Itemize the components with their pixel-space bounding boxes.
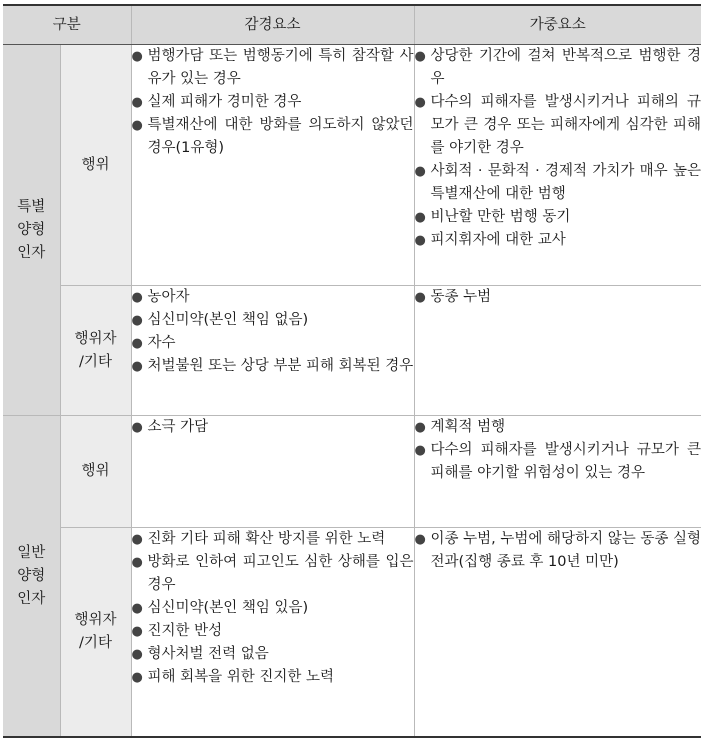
list-item-text: 계획적 범행 [430, 419, 506, 436]
bullet-icon: ● [414, 49, 426, 64]
list-item [415, 286, 702, 309]
list-item [415, 439, 702, 485]
factor-list [132, 286, 414, 378]
list-item [132, 286, 414, 309]
bullet-icon: ● [131, 95, 143, 110]
special-act-label [60, 45, 131, 286]
list-item [132, 332, 414, 355]
list-item [415, 416, 702, 439]
special-factors-label [3, 45, 60, 416]
list-item [132, 643, 414, 666]
list-item-text: 형사처벌 전력 없음 [147, 646, 269, 663]
bullet-icon: ● [414, 443, 426, 459]
label-line: 인자 [17, 590, 46, 607]
factor-list [415, 416, 702, 485]
bullet-icon: ● [131, 49, 143, 64]
list-item [415, 160, 702, 206]
general-factors-label [3, 416, 60, 737]
list-item [415, 45, 702, 91]
special-act-aggravating [414, 45, 701, 286]
label-line: 일반 [17, 544, 46, 561]
factor-list [132, 528, 414, 689]
factor-list [415, 528, 702, 574]
label-line: 행위 [81, 463, 110, 480]
special-act-mitigating [131, 45, 414, 286]
list-item [132, 416, 414, 439]
bullet-icon: ● [131, 118, 143, 133]
general-act-aggravating [414, 416, 701, 528]
list-item [415, 229, 702, 252]
special-actor-aggravating [414, 286, 701, 416]
label-line: /기타 [79, 635, 112, 652]
bullet-icon: ● [414, 420, 426, 436]
list-item-text: 소극 가담 [147, 419, 209, 436]
list-item-text: 자수 [147, 335, 176, 352]
factor-list [132, 416, 414, 439]
bullet-icon: ● [131, 420, 143, 436]
list-item [132, 45, 414, 91]
label-line: 인자 [17, 244, 46, 261]
list-item-text: 범행가담 또는 범행동기에 특히 참작할 사유가 있는 경우 [147, 48, 414, 87]
general-actor-aggravating [414, 528, 701, 737]
label-line: 행위 [81, 156, 110, 173]
label-line: 행위자 [74, 330, 117, 347]
header-aggravating: 가중요소 [414, 5, 701, 45]
bullet-icon: ● [131, 336, 143, 352]
bullet-icon: ● [131, 532, 143, 548]
factor-list [415, 286, 702, 309]
table-row [3, 528, 701, 737]
list-item-text: 상당한 기간에 걸쳐 반복적으로 범행한 경우 [430, 48, 702, 87]
general-act-mitigating [131, 416, 414, 528]
special-actor-mitigating [131, 286, 414, 416]
list-item [132, 620, 414, 643]
list-item-text: 특별재산에 대한 방화를 의도하지 않았던 경우(1유형) [147, 117, 414, 156]
list-item-text: 실제 피해가 경미한 경우 [147, 94, 302, 110]
bullet-icon: ● [131, 624, 143, 640]
bullet-icon: ● [131, 601, 143, 617]
list-item [132, 309, 414, 332]
header-mitigating: 감경요소 [131, 5, 414, 45]
factor-list [415, 45, 702, 252]
list-item [132, 114, 414, 160]
general-actor-mitigating [131, 528, 414, 737]
list-item [415, 91, 702, 160]
label-line: 행위자 [74, 612, 117, 629]
bullet-icon: ● [414, 290, 426, 306]
bullet-icon: ● [414, 95, 426, 110]
list-item-text: 동종 누범 [430, 289, 492, 306]
list-item-text: 심신미약(본인 책임 있음) [147, 600, 309, 617]
table-row [3, 286, 701, 416]
list-item-text: 이종 누범, 누범에 해당하지 않는 동종 실형 전과(집행 종료 후 10년 미만) [430, 531, 702, 571]
list-item-text: 사회적 · 문화적 · 경제적 가치가 매우 높은 특별재산에 대한 범행 [430, 163, 702, 202]
bullet-icon: ● [414, 210, 426, 225]
bullet-icon: ● [131, 359, 143, 375]
bullet-icon: ● [414, 164, 426, 179]
table-row [3, 45, 701, 286]
list-item [415, 528, 702, 574]
sentencing-factors-table [3, 4, 701, 738]
list-item-text: 심신미약(본인 책임 없음) [147, 312, 309, 329]
list-item [132, 528, 414, 551]
list-item [132, 597, 414, 620]
list-item-text: 다수의 피해자를 발생시키거나 피해의 규모가 큰 경우 또는 피해자에게 심각한 피해를 야기한 경우 [430, 94, 702, 156]
list-item-text: 다수의 피해자를 발생시키거나 규모가 큰 피해를 야기할 위험성이 있는 경우 [430, 442, 702, 482]
list-item-text: 진지한 반성 [147, 623, 223, 640]
label-line: /기타 [79, 353, 112, 370]
special-actor-label [60, 286, 131, 416]
list-item [132, 355, 414, 378]
label-line: 양형 [17, 221, 46, 238]
list-item-text: 피지휘자에 대한 교사 [430, 232, 566, 248]
list-item-text: 처벌불원 또는 상당 부분 피해 회복된 경우 [147, 358, 414, 375]
factor-list [132, 45, 414, 160]
bullet-icon: ● [131, 670, 143, 686]
list-item [132, 551, 414, 597]
bullet-icon: ● [131, 647, 143, 663]
list-item-text: 농아자 [147, 289, 190, 306]
list-item-text: 진화 기타 피해 확산 방지를 위한 노력 [147, 531, 386, 548]
bullet-icon: ● [131, 313, 143, 329]
label-line: 특별 [17, 198, 46, 215]
list-item [132, 91, 414, 114]
table-header-row [3, 5, 701, 45]
list-item [415, 206, 702, 229]
bullet-icon: ● [131, 555, 143, 571]
list-item [132, 666, 414, 689]
list-item-text: 피해 회복을 위한 진지한 노력 [147, 669, 335, 686]
bullet-icon: ● [131, 290, 143, 306]
bullet-icon: ● [414, 233, 426, 248]
general-act-label [60, 416, 131, 528]
table-row [3, 416, 701, 528]
header-category: 구분 [3, 5, 131, 45]
general-actor-label [60, 528, 131, 737]
list-item-text: 비난할 만한 범행 동기 [430, 209, 571, 225]
list-item-text: 방화로 인하여 피고인도 심한 상해를 입은 경우 [147, 554, 414, 594]
bullet-icon: ● [414, 532, 426, 548]
label-line: 양형 [17, 567, 46, 584]
